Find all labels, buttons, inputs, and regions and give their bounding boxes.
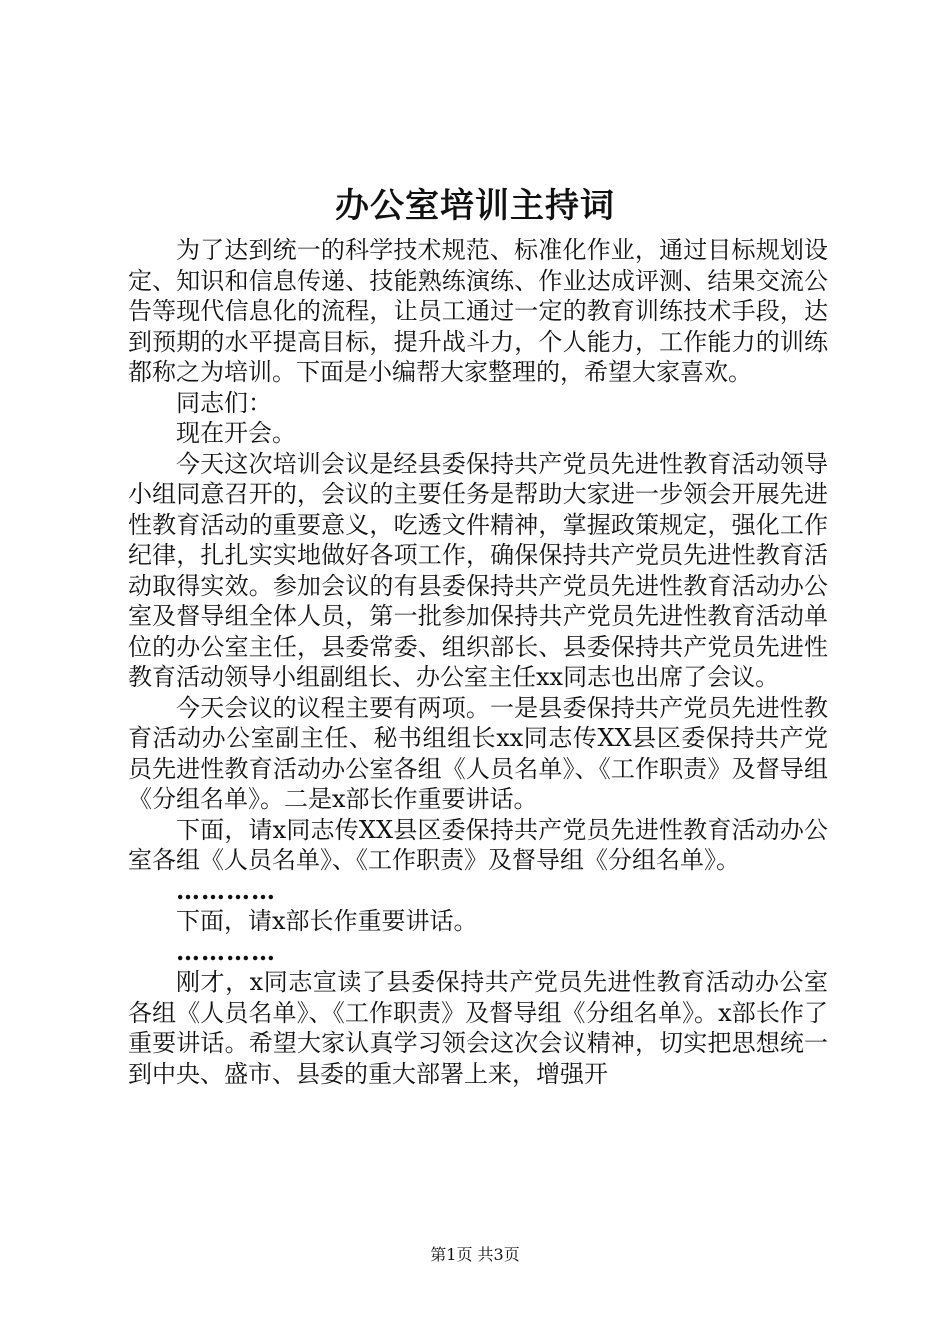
paragraph-meeting-purpose: 今天这次培训会议是经县委保持共产党员先进性教育活动领导小组同意召开的，会议的主要任务是帮助大家进一步领会开展先进性教育活动的重要意义，吃透文件精神，掌握政策规定，强化工作纪律，扎扎实实地做好各项工作，确保保持共产党员先进性教育活动取得实效。参加会议的有县委保持共产党员先进性教育活动办公室及督导组全体人员，第一批参加保持共产党员先进性教育活动单位的办公室主任，县委常委、组织部长、县委保持共产党员先进性教育活动领导小组副组长、办公室主任xx同志也出席了会议。 — [128, 449, 828, 691]
paragraph-summary: 刚才，x同志宣读了县委保持共产党员先进性教育活动办公室各组《人员名单》、《工作职责》及督导组《分组名单》。x部长作了重要讲话。希望大家认真学习领会这次会议精神，切实把思想统一到中央、盛市、县委的重大部署上来，增强开 — [128, 968, 828, 1088]
document-title: 办公室培训主持词 — [335, 186, 615, 226]
paragraph-intro: 为了达到统一的科学技术规范、标准化作业，通过目标规划设定、知识和信息传递、技能熟练演练、作业达成评测、结果交流公告等现代信息化的流程，让员工通过一定的教育训练技术手段，达到预期的水平提高目标，提升战斗力，个人能力，工作能力的训练都称之为培训。下面是小编帮大家整理的，希望大家喜欢。 — [128, 236, 828, 386]
paragraph-opening: 现在开会。 — [176, 419, 296, 447]
paragraph-salutation: 同志们： — [176, 388, 272, 417]
paragraph-agenda: 今天会议的议程主要有两项。一是县委保持共产党员先进性教育活动办公室副主任、秘书组组长xx同志传XX县区委保持共产党员先进性教育活动办公室各组《人员名单》、《工作职责》及督导组《分组名单》。二是x部长作重要讲话。 — [128, 693, 828, 813]
page-number-footer: 第1页 共3页 — [430, 1245, 520, 1264]
document-body — [128, 235, 828, 1089]
paragraph-first-item: 下面，请x同志传XX县区委保持共产党员先进性教育活动办公室各组《人员名单》、《工作职责》及督导组《分组名单》。 — [128, 815, 828, 874]
ellipsis-separator: ………… — [176, 936, 276, 966]
paragraph-second-item: 下面，请x部长作重要讲话。 — [176, 907, 478, 935]
ellipsis-separator: ………… — [176, 875, 276, 905]
